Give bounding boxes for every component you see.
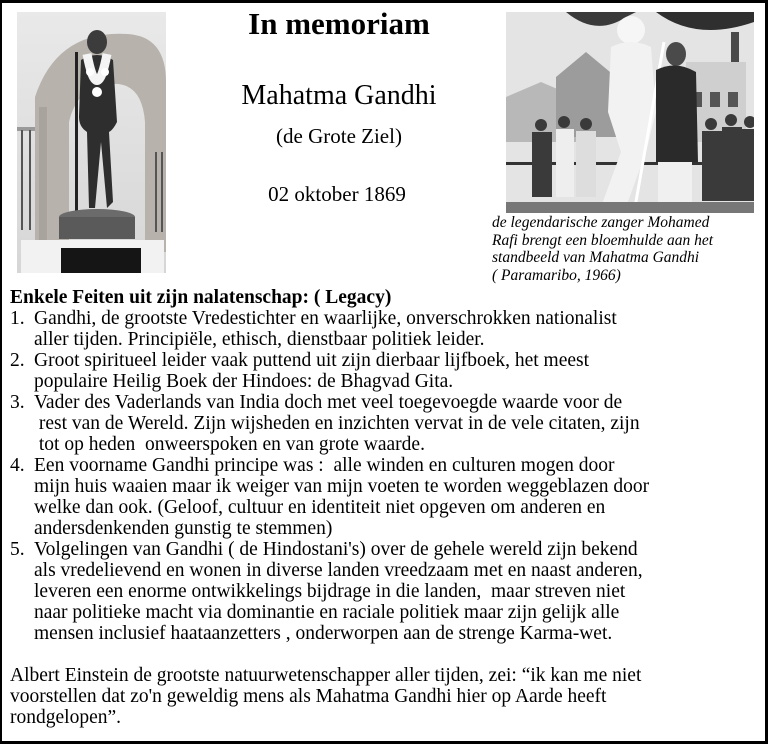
list-item (10, 350, 765, 392)
fact-line: rest van de Wereld. Zijn wijsheden en inzichten vervat in de vele citaten, zijn (34, 413, 640, 434)
list-item (10, 539, 765, 644)
fact-line: Een voorname Gandhi principe was : alle winden en culturen mogen door (34, 455, 615, 476)
legacy-facts-list (10, 308, 765, 644)
list-number: 1. (10, 308, 25, 329)
fact-line: andersdenkenden gunstig te stemmen) (34, 518, 333, 539)
person-epithet: (de Grote Ziel) (276, 124, 402, 148)
list-item (10, 455, 765, 539)
caption-line: standbeeld van Mahatma Gandhi (492, 249, 700, 266)
legacy-heading: Enkele Feiten uit zijn nalatenschap: ( Legacy) (10, 287, 392, 308)
legacy-section (10, 287, 765, 728)
fact-line: populaire Heilig Boek der Hindoes: de Bhagvad Gita. (34, 371, 454, 392)
caption-line: ( Paramaribo, 1966) (492, 266, 621, 284)
caption-line: Rafi brengt een bloemhulde aan het (492, 231, 714, 249)
tribute-photo-graphic (506, 12, 754, 213)
fact-line: aller tijden. Principiële, ethisch, dienstbaar politiek leider. (34, 329, 485, 350)
fact-line: welke dan ook. (Geloof, cultuur en identiteit niet opgeven om anderen en (34, 497, 606, 518)
page-title: In memoriam (248, 6, 430, 41)
fact-line: naar politieke macht via dominantie en raciale politiek maar zijn gelijk alle (34, 602, 620, 623)
fact-line: Groot spiritueel leider vaak puttend uit zijn dierbaar lijfboek, het meest (34, 350, 590, 371)
person-name: Mahatma Gandhi (241, 80, 437, 111)
fact-line: leveren een enorme ontwikkelings bijdrage in die landen, maar streven niet (34, 581, 626, 602)
einstein-quote (10, 665, 765, 728)
list-number: 4. (10, 455, 25, 476)
birth-date: 02 oktober 1869 (268, 182, 406, 206)
statue-photo-graphic (17, 12, 166, 273)
quote-line: voorstellen dat zo'n geweldig mens als Mahatma Gandhi hier op Aarde heeft (10, 686, 607, 707)
list-number: 2. (10, 350, 25, 371)
quote-line: Albert Einstein de grootste natuurwetenschapper aller tijden, zei: “ik kan me niet (10, 665, 642, 686)
list-item (10, 392, 765, 455)
fact-line: Volgelingen van Gandhi ( de Hindostani's) over de gehele wereld zijn bekend (34, 539, 638, 560)
fact-line: Vader des Vaderlands van India doch met veel toegevoegde waarde voor de (34, 392, 623, 413)
caption-line: de legendarische zanger Mohamed (492, 214, 710, 231)
quote-line: rondgelopen”. (10, 707, 122, 728)
list-item (10, 308, 765, 350)
fact-line: Gandhi, de grootste Vredestichter en waarlijke, onverschrokken nationalist (34, 308, 617, 329)
fact-line: tot op heden onweerspoken en van grote waarde. (34, 434, 425, 455)
list-number: 3. (10, 392, 25, 413)
fact-line: mensen inclusief haataanzetters , onderworpen aan de strenge Karma-wet. (34, 623, 613, 644)
photo-caption (492, 214, 768, 284)
section-spacer (10, 644, 765, 665)
fact-line: als vredelievend en wonen in diverse landen vreedzaam met en naast anderen, (34, 560, 643, 581)
gandhi-statue-photo (17, 12, 166, 273)
list-number: 5. (10, 539, 25, 560)
rafi-tribute-photo (506, 12, 754, 213)
fact-line: mijn huis waaien maar ik weiger van mijn voeten te worden weggeblazen door (34, 476, 650, 497)
